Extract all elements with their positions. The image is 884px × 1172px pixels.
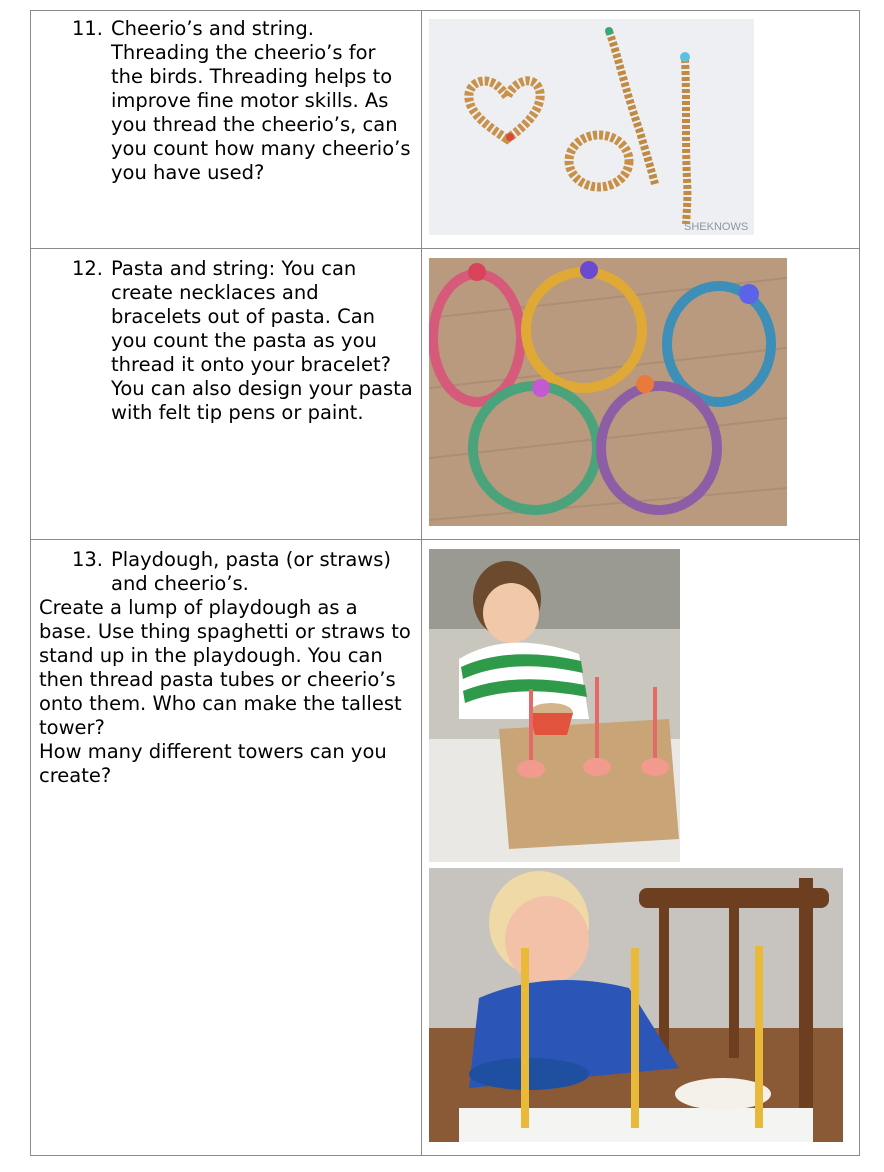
pasta-bracelets-photo (429, 258, 787, 526)
list-item (39, 548, 413, 596)
cheerio-string-photo (429, 19, 754, 235)
wooden-board (499, 719, 679, 849)
activity-text-cell (39, 548, 413, 788)
activity-row-13 (31, 540, 859, 1155)
list-item (39, 17, 413, 185)
item-text: Cheerio’s and string. Threading the cheerio’s for the birds. Threading helps to improve fine motor skills. As you thread the cheerio’s, can you count how many cheerio’s you have used? (111, 17, 411, 184)
playdough-towers-photo (429, 549, 680, 862)
instructions-paragraph: Create a lump of playdough as a base. Use thing spaghetti or straws to stand up in the playdough. You can then thread pasta tubes or cheerio’s onto them. Who can make the tallest tower? (39, 596, 411, 739)
activity-row-11 (31, 11, 859, 249)
spaghetti-towers-photo (429, 868, 843, 1142)
list-item (39, 257, 413, 425)
item-number: 13. (71, 548, 103, 571)
item-number: 11. (71, 17, 103, 40)
question-paragraph: How many different towers can you create? (39, 740, 387, 787)
cereal-bowl (529, 713, 573, 735)
watermark: SHEKNOWS (684, 221, 749, 233)
column-divider (421, 540, 422, 1155)
activities-table (30, 10, 860, 1156)
item-text: Pasta and string: You can create necklaces and bracelets out of pasta. Can you count the pasta as you thread it onto your bracelet? You can also design your pasta with felt tip pens or paint. (111, 257, 413, 424)
item-number: 12. (71, 257, 103, 280)
child-face (483, 583, 539, 643)
column-divider (421, 11, 422, 248)
child-face (505, 896, 589, 984)
column-divider (421, 249, 422, 539)
item-text: Playdough, pasta (or straws) and cheerio’s. (111, 548, 391, 595)
activity-text-cell (39, 17, 413, 185)
activity-row-12 (31, 249, 859, 540)
activity-text-cell (39, 257, 413, 425)
